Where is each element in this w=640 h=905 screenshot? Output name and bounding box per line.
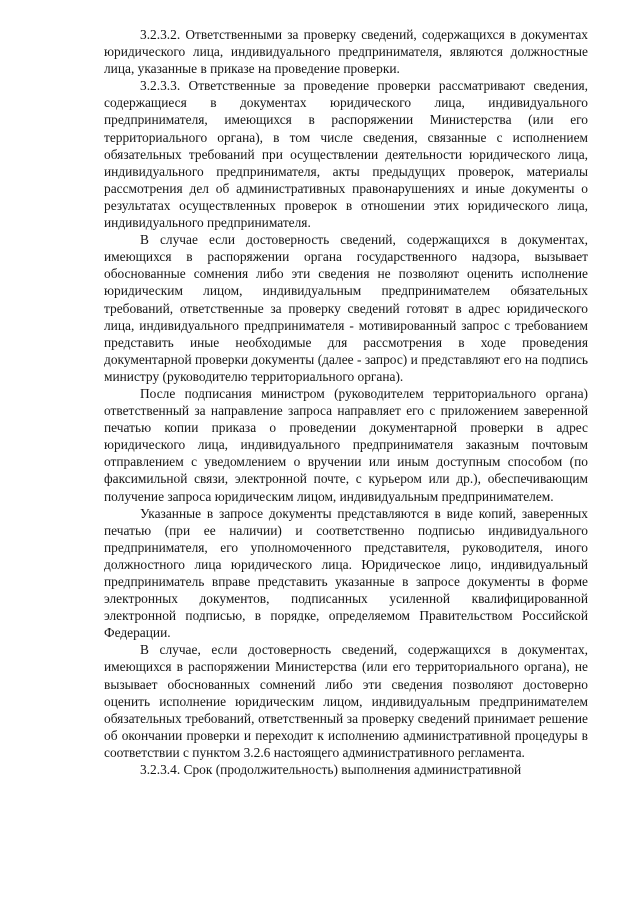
paragraph-3-2-3-3: 3.2.3.3. Ответственные за проведение проверки рассматривают сведения, содержащиеся в документах юридического лица, индивидуального предпринимателя, имеющихся в распоряжении Министерства (или его территориального органа), в том числе сведения, связанные с исполнением обязательных требований при осуществлении деятельности юридического лица, индивидуального предпринимателя, акты предыдущих проверок, материалы рассмотрения дел об административных правонарушениях и иные документы о результатах осуществленных проверок в отношении этих юридического лица, индивидуального предпринимателя.	[104, 78, 588, 231]
paragraph-request-sending: После подписания министром (руководителем территориального органа) ответственный за направление запроса направляет его с приложением заверенной печатью копии приказа о проведении документарной проверки в адрес юридического лица, индивидуального предпринимателя заказным почтовым отправлением с уведомлением о вручении или иным доступным способом (по факсимильной связи, электронной почте, с курьером или др.), обеспечивающим получение запроса юридическим лицом, индивидуальным предпринимателем.	[104, 385, 588, 504]
paragraph-3-2-3-2: 3.2.3.2. Ответственными за проверку сведений, содержащихся в документах юридического лица, индивидуального предпринимателя, являются должностные лица, указанные в приказе на проведение проверки.	[104, 27, 588, 77]
document-page	[104, 26, 588, 778]
paragraph-request-conditions: В случае если достоверность сведений, содержащихся в документах, имеющихся в распоряжении органа государственного надзора, вызывает обоснованные сомнения либо эти сведения не позволяют оценить исполнение юридическим лицом, индивидуальным предпринимателем обязательных требований, ответственные за проверку сведений готовят в адрес юридического лица, индивидуального предпринимателя - мотивированный запрос с требованием представить иные необходимые для рассмотрения в ходе проведения документарной проверки документы (далее - запрос) и представляют его на подпись министру (руководителю территориального органа).	[104, 232, 588, 384]
paragraph-document-copies: Указанные в запросе документы представляются в виде копий, заверенных печатью (при ее наличии) и соответственно подписью индивидуального предпринимателя, его уполномоченного представителя, руководителя, иного должностного лица юридического лица. Юридическое лицо, индивидуальный предприниматель вправе представить указанные в запросе документы в форме электронных документов, подписанных усиленной квалифицированной электронной подписью, в порядке, определяемом Правительством Российской Федерации.	[104, 505, 588, 641]
paragraph-3-2-3-4: 3.2.3.4. Срок (продолжительность) выполнения административной	[140, 762, 522, 778]
paragraph-inspection-end: В случае, если достоверность сведений, содержащихся в документах, имеющихся в распоряжении Министерства (или его территориального органа), не вызывает обоснованных сомнений либо эти сведения позволяют достоверно оценить исполнение юридическим лицом, индивидуальным предпринимателем обязательных требований, ответственный за проверку сведений принимает решение об окончании проверки и переходит к исполнению административной процедуры в соответствии с пунктом 3.2.6 настоящего административного регламента.	[104, 642, 588, 760]
